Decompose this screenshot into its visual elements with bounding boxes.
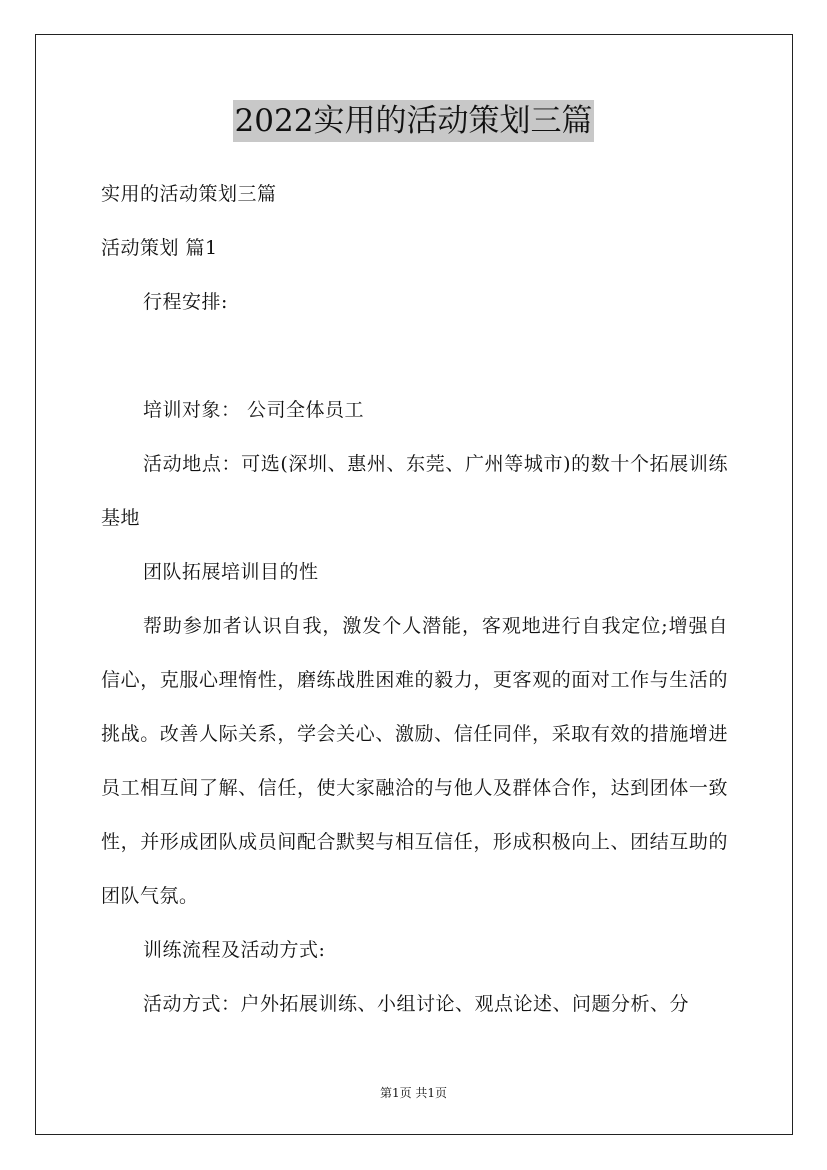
paragraph-process-heading: 训练流程及活动方式:: [143, 939, 326, 961]
document-body: [101, 167, 728, 1031]
paragraph-purpose-body: 帮助参加者认识自我，激发个人潜能，客观地进行自我定位;增强自信心，克服心理惰性，磨练战胜困难的毅力，更客观的面对工作与生活的挑战。改善人际关系，学会关心、激励、信任同伴，采取有效的措施增进员工相互间了解、信任，使大家融洽的与他人及群体合作，达到团体一致性，并形成团队成员间配合默契与相互信任，形成积极向上、团结互助的团队气氛。: [101, 615, 728, 907]
document-subtitle: 实用的活动策划三篇: [101, 183, 277, 205]
blank-line: [101, 329, 728, 383]
paragraph-schedule: 行程安排:: [143, 291, 228, 313]
page-footer: 第1页 共1页: [379, 1086, 448, 1100]
paragraph-activity-method: 活动方式：户外拓展训练、小组讨论、观点论述、问题分析、分: [143, 993, 690, 1015]
paragraph-purpose-heading: 团队拓展培训目的性: [143, 561, 319, 583]
document-title: 2022实用的活动策划三篇: [233, 100, 595, 142]
paragraph-location: 活动地点：可选(深圳、惠州、东莞、广州等城市)的数十个拓展训练基地: [101, 453, 728, 529]
paragraph-audience: 培训对象： 公司全体员工: [143, 399, 365, 421]
section-heading: 活动策划 篇1: [101, 237, 218, 259]
title-container: [0, 100, 827, 142]
